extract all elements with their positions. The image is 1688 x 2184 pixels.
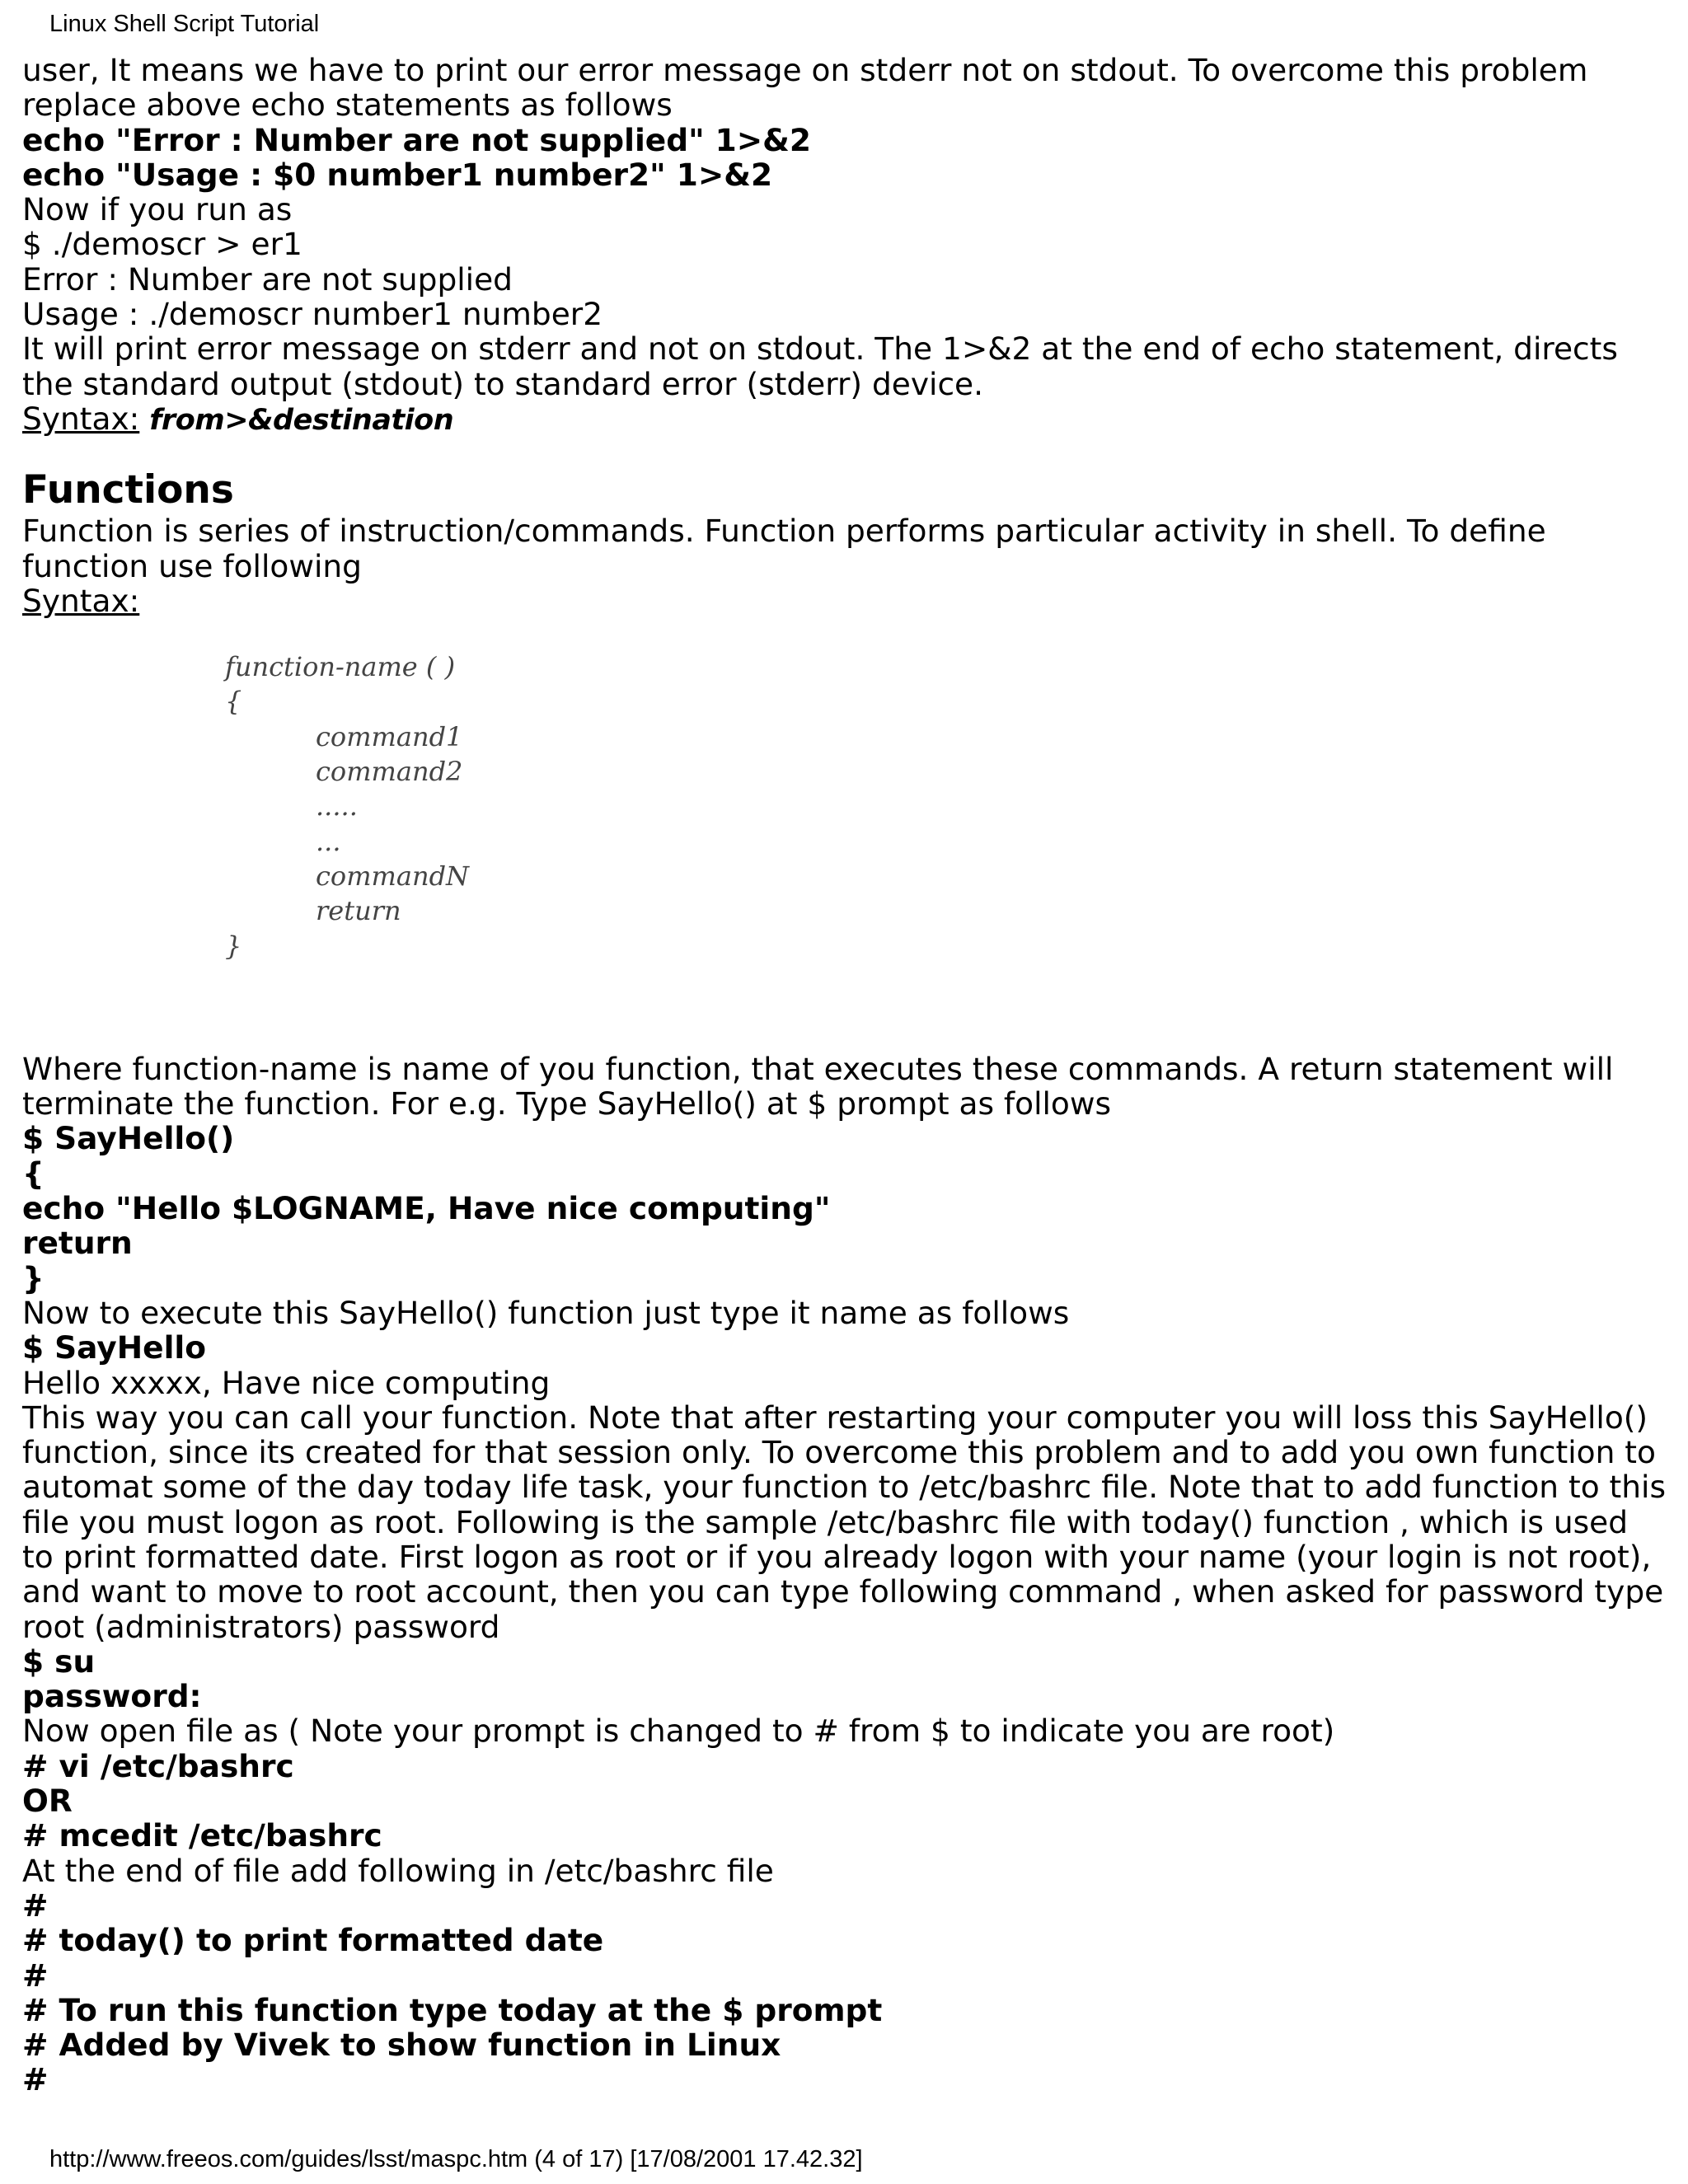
paragraph-line: This way you can call your function. Note that after restarting your computer you will loss this SayHello() (22, 1399, 1648, 1436)
page-header: Linux Shell Script Tutorial (49, 11, 320, 37)
paragraph-line: Now if you run as (22, 191, 293, 228)
paragraph-line: Now to execute this SayHello() function just type it name as follows (22, 1294, 1070, 1331)
code-line: commandN (316, 860, 470, 892)
syntax-line (22, 401, 1671, 438)
code-line: { (225, 686, 242, 718)
syntax-label: Syntax: (22, 400, 140, 437)
code-line: # (22, 1957, 49, 1994)
paragraph-line: the standard output (stdout) to standard error (stderr) device. (22, 365, 984, 402)
code-line: command2 (316, 756, 463, 788)
paragraph-line: to print formatted date. First logon as root or if you already logon with your name (your login is not root), (22, 1538, 1652, 1575)
paragraph-line: Now open file as ( Note your prompt is changed to # from $ to indicate you are root) (22, 1713, 1335, 1750)
syntax-value: from>&destination (149, 403, 454, 437)
command-line: # vi /etc/bashrc (22, 1747, 294, 1784)
command-line: # mcedit /etc/bashrc (22, 1817, 382, 1854)
code-line: echo "Error : Number are not supplied" 1>&2 (22, 121, 811, 158)
paragraph-line: terminate the function. For e.g. Type SayHello() at $ prompt as follows (22, 1085, 1112, 1122)
paragraph-line: user, It means we have to print our error message on stderr not on stdout. To overcome this problem (22, 52, 1588, 88)
code-line: # To run this function type today at the $ prompt (22, 1991, 883, 2028)
output-line: Error : Number are not supplied (22, 260, 513, 298)
paragraph-line: function, since its created for that session only. To overcome this problem and to add you own function to (22, 1434, 1656, 1471)
paragraph-line: replace above echo statements as follows (22, 87, 673, 124)
code-line: # (22, 2061, 49, 2098)
page-footer: http://www.freeos.com/guides/lsst/maspc.htm (4 of 17) [17/08/2001 17.42.32] (49, 2146, 863, 2172)
code-line: # (22, 1886, 49, 1924)
code-line: # today() to print formatted date (22, 1922, 604, 1959)
paragraph-line: At the end of file add following in /etc/bashrc file (22, 1852, 774, 1889)
code-line: { (22, 1155, 45, 1192)
code-line: return (22, 1225, 133, 1262)
command-line: $ ./demoscr > er1 (22, 226, 302, 263)
paragraph-line: Function is series of instruction/commands. Function performs particular activity in shell. To define (22, 513, 1546, 550)
code-line: } (22, 1259, 45, 1296)
code-line: $ SayHello() (22, 1120, 235, 1157)
paragraph-line: automat some of the day today life task, your function to /etc/bashrc file. Note that to add function to this (22, 1469, 1666, 1506)
output-line: Hello xxxxx, Have nice computing (22, 1364, 551, 1401)
code-line: echo "Usage : $0 number1 number2" 1>&2 (22, 156, 773, 193)
code-line: ..... (316, 790, 358, 823)
document-body (22, 53, 1671, 2097)
code-line: } (225, 930, 242, 962)
output-line: Usage : ./demoscr number1 number2 (22, 296, 603, 333)
syntax-label: Syntax: (22, 582, 140, 619)
code-line: ... (316, 825, 341, 857)
command-line: password: (22, 1678, 202, 1715)
command-line: OR (22, 1783, 73, 1820)
command-line: $ SayHello (22, 1329, 207, 1366)
code-line: return (316, 895, 401, 927)
paragraph-line: Where function-name is name of you function, that executes these commands. A return statement will (22, 1050, 1614, 1087)
paragraph-line: function use following (22, 547, 362, 584)
paragraph-line: root (administrators) password (22, 1608, 500, 1645)
code-line: # Added by Vivek to show function in Linux (22, 2027, 781, 2064)
command-line: $ su (22, 1643, 96, 1680)
paragraph-line: and want to move to root account, then you can type following command , when asked for password type (22, 1573, 1664, 1610)
code-line: command1 (316, 720, 463, 752)
paragraph-line: It will print error message on stderr and not on stdout. The 1>&2 at the end of echo statement, directs (22, 330, 1618, 368)
code-line: function-name ( ) (225, 651, 456, 683)
paragraph-line: file you must logon as root. Following is the sample /etc/bashrc file with today() function , which is used (22, 1503, 1629, 1540)
syntax-code-block (22, 649, 1671, 963)
section-heading: Functions (22, 467, 234, 513)
code-line: echo "Hello $LOGNAME, Have nice computing" (22, 1190, 831, 1227)
function-example (22, 1052, 1671, 2097)
